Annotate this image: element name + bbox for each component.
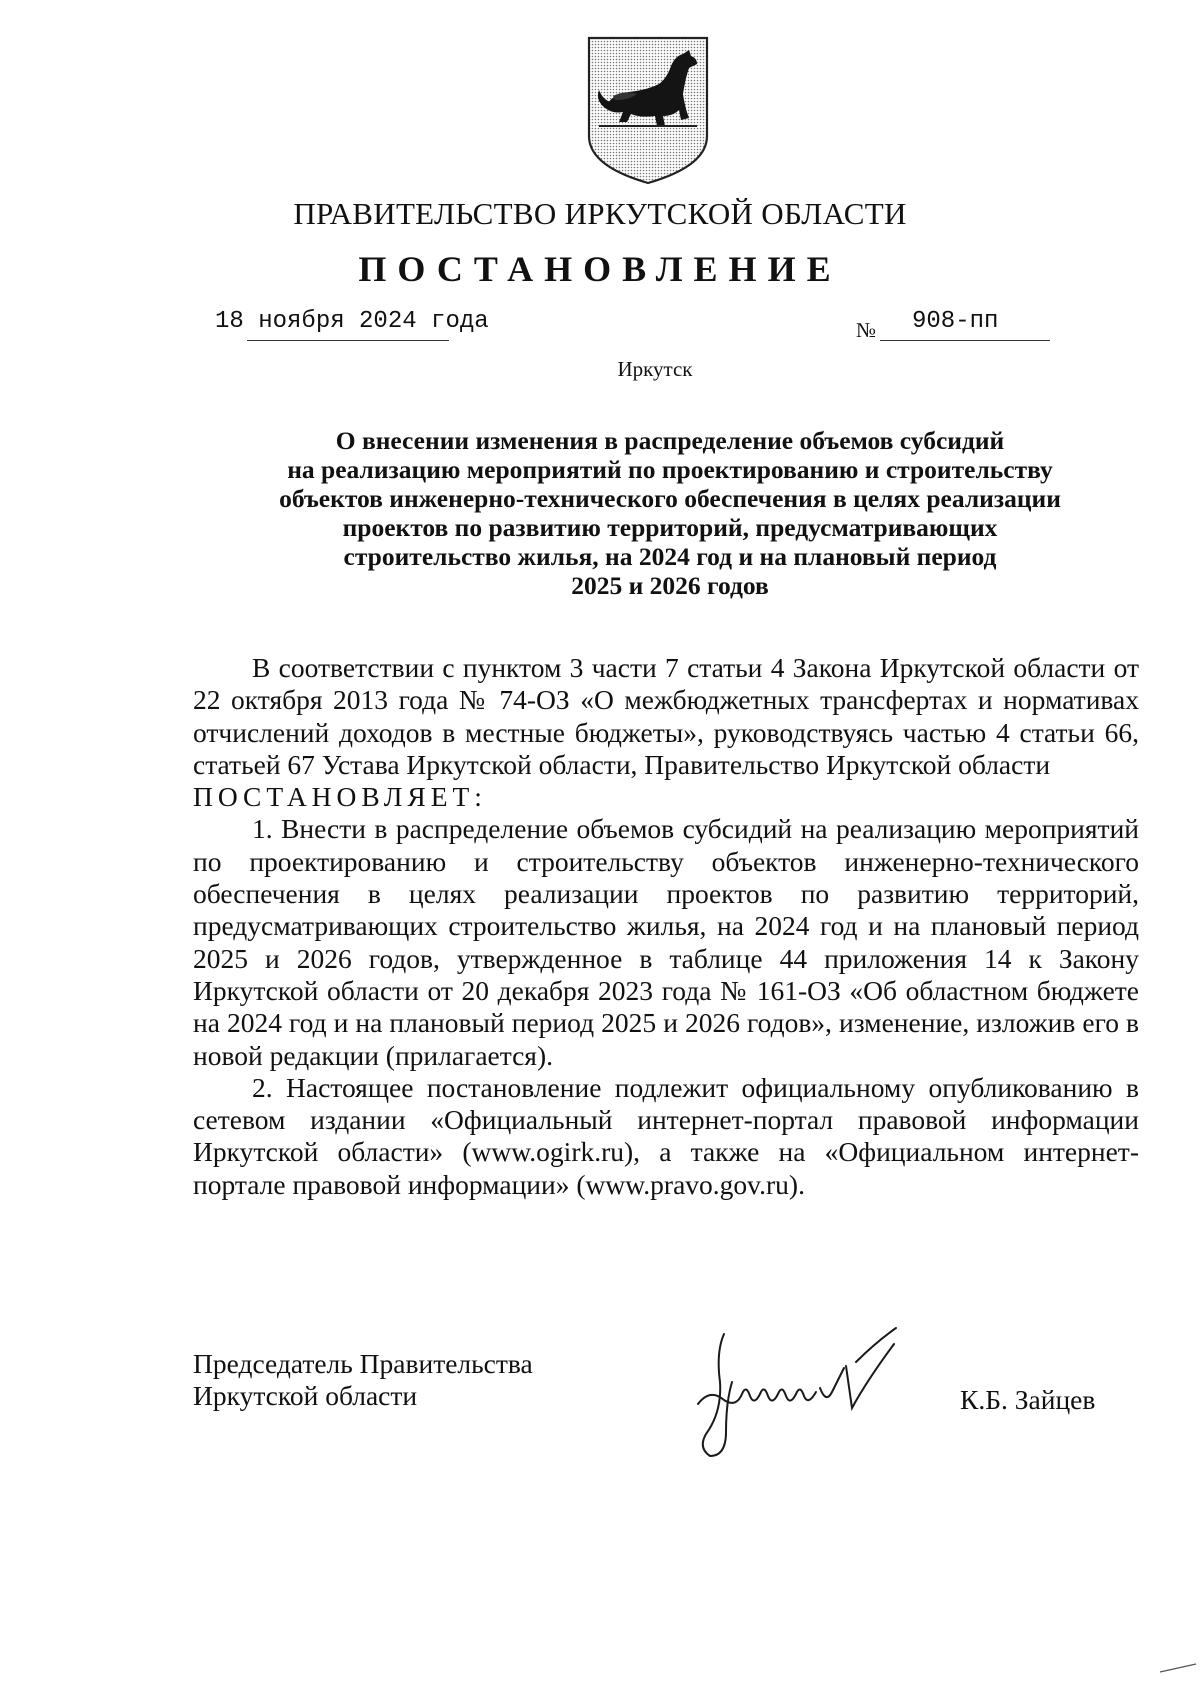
item-1-paragraph: 1. Внести в распределение объемов субсидий на реализацию мероприятий по проектированию и строительству объектов инженерно-технического обеспечения в целях реализации проектов по развитию территорий, предусматривающих строительство жилья, на 2024 год и на плановый период 2025 и 2026 годов, утвержденное в таблице 44 приложения 14 к Закону Иркутской области от 20 декабря 2023 года № 161-ОЗ «Об областном бюджете на 2024 год и на плановый период 2025 и 2026 годов», изменение, изложив его в новой редакции (прилагается). [193, 813, 1139, 1071]
document-date: 18 ноября 2024 года [215, 308, 489, 335]
number-underline [880, 340, 1050, 341]
scan-mark-icon [1158, 1660, 1198, 1676]
heading-line: О внесении изменения в распределение объемов субсидий [335, 426, 1005, 455]
document-type-title: ПОСТАНОВЛЕНИЕ [358, 249, 842, 289]
signer-name: К.Б. Зайцев [960, 1384, 1096, 1415]
heading-line: на реализацию мероприятий по проектированию и строительству [287, 455, 1053, 484]
government-name: ПРАВИТЕЛЬСТВО ИРКУТСКОЙ ОБЛАСТИ [293, 196, 907, 231]
document-number: 908-пп [912, 308, 999, 335]
handwritten-signature-icon [676, 1322, 936, 1462]
heading-line: 2025 и 2026 годов [571, 571, 769, 600]
signer-position-line: Иркутской области [193, 1380, 418, 1412]
city-name: Иркутск [617, 357, 693, 381]
signer-position-line: Председатель Правительства [193, 1348, 533, 1379]
signer-position [193, 1348, 533, 1413]
document-heading [190, 426, 1150, 600]
resolves-word: ПОСТАНОВЛЯЕТ: [193, 781, 487, 813]
heading-line: строительство жилья, на 2024 год и на плановый период [343, 542, 997, 571]
preamble-paragraph: В соответствии с пунктом 3 части 7 статьи 4 Закона Иркутской области от 22 октября 2013 года № 74-ОЗ «О межбюджетных трансфертах и нормативах отчислений доходов в местные бюджеты», руководствуясь частью 4 статьи 66, статьей 67 Устава Иркутской области, Правительство Иркутской области [193, 652, 1139, 780]
coat-of-arms-icon [585, 34, 711, 186]
number-sign: № [856, 318, 877, 342]
item-2-paragraph: 2. Настоящее постановление подлежит официальному опубликованию в сетевом издании «Официальный интернет-портал правовой информации Иркутской области» (www.ogirk.ru), а также на «Официальном интернет-портале правовой информации» (www.pravo.gov.ru). [193, 1071, 1139, 1200]
heading-line: проектов по развитию территорий, предусматривающих [342, 513, 998, 542]
date-underline [247, 340, 449, 341]
heading-line: объектов инженерно-технического обеспечения в целях реализации [279, 484, 1061, 513]
document-body [193, 652, 1139, 1201]
